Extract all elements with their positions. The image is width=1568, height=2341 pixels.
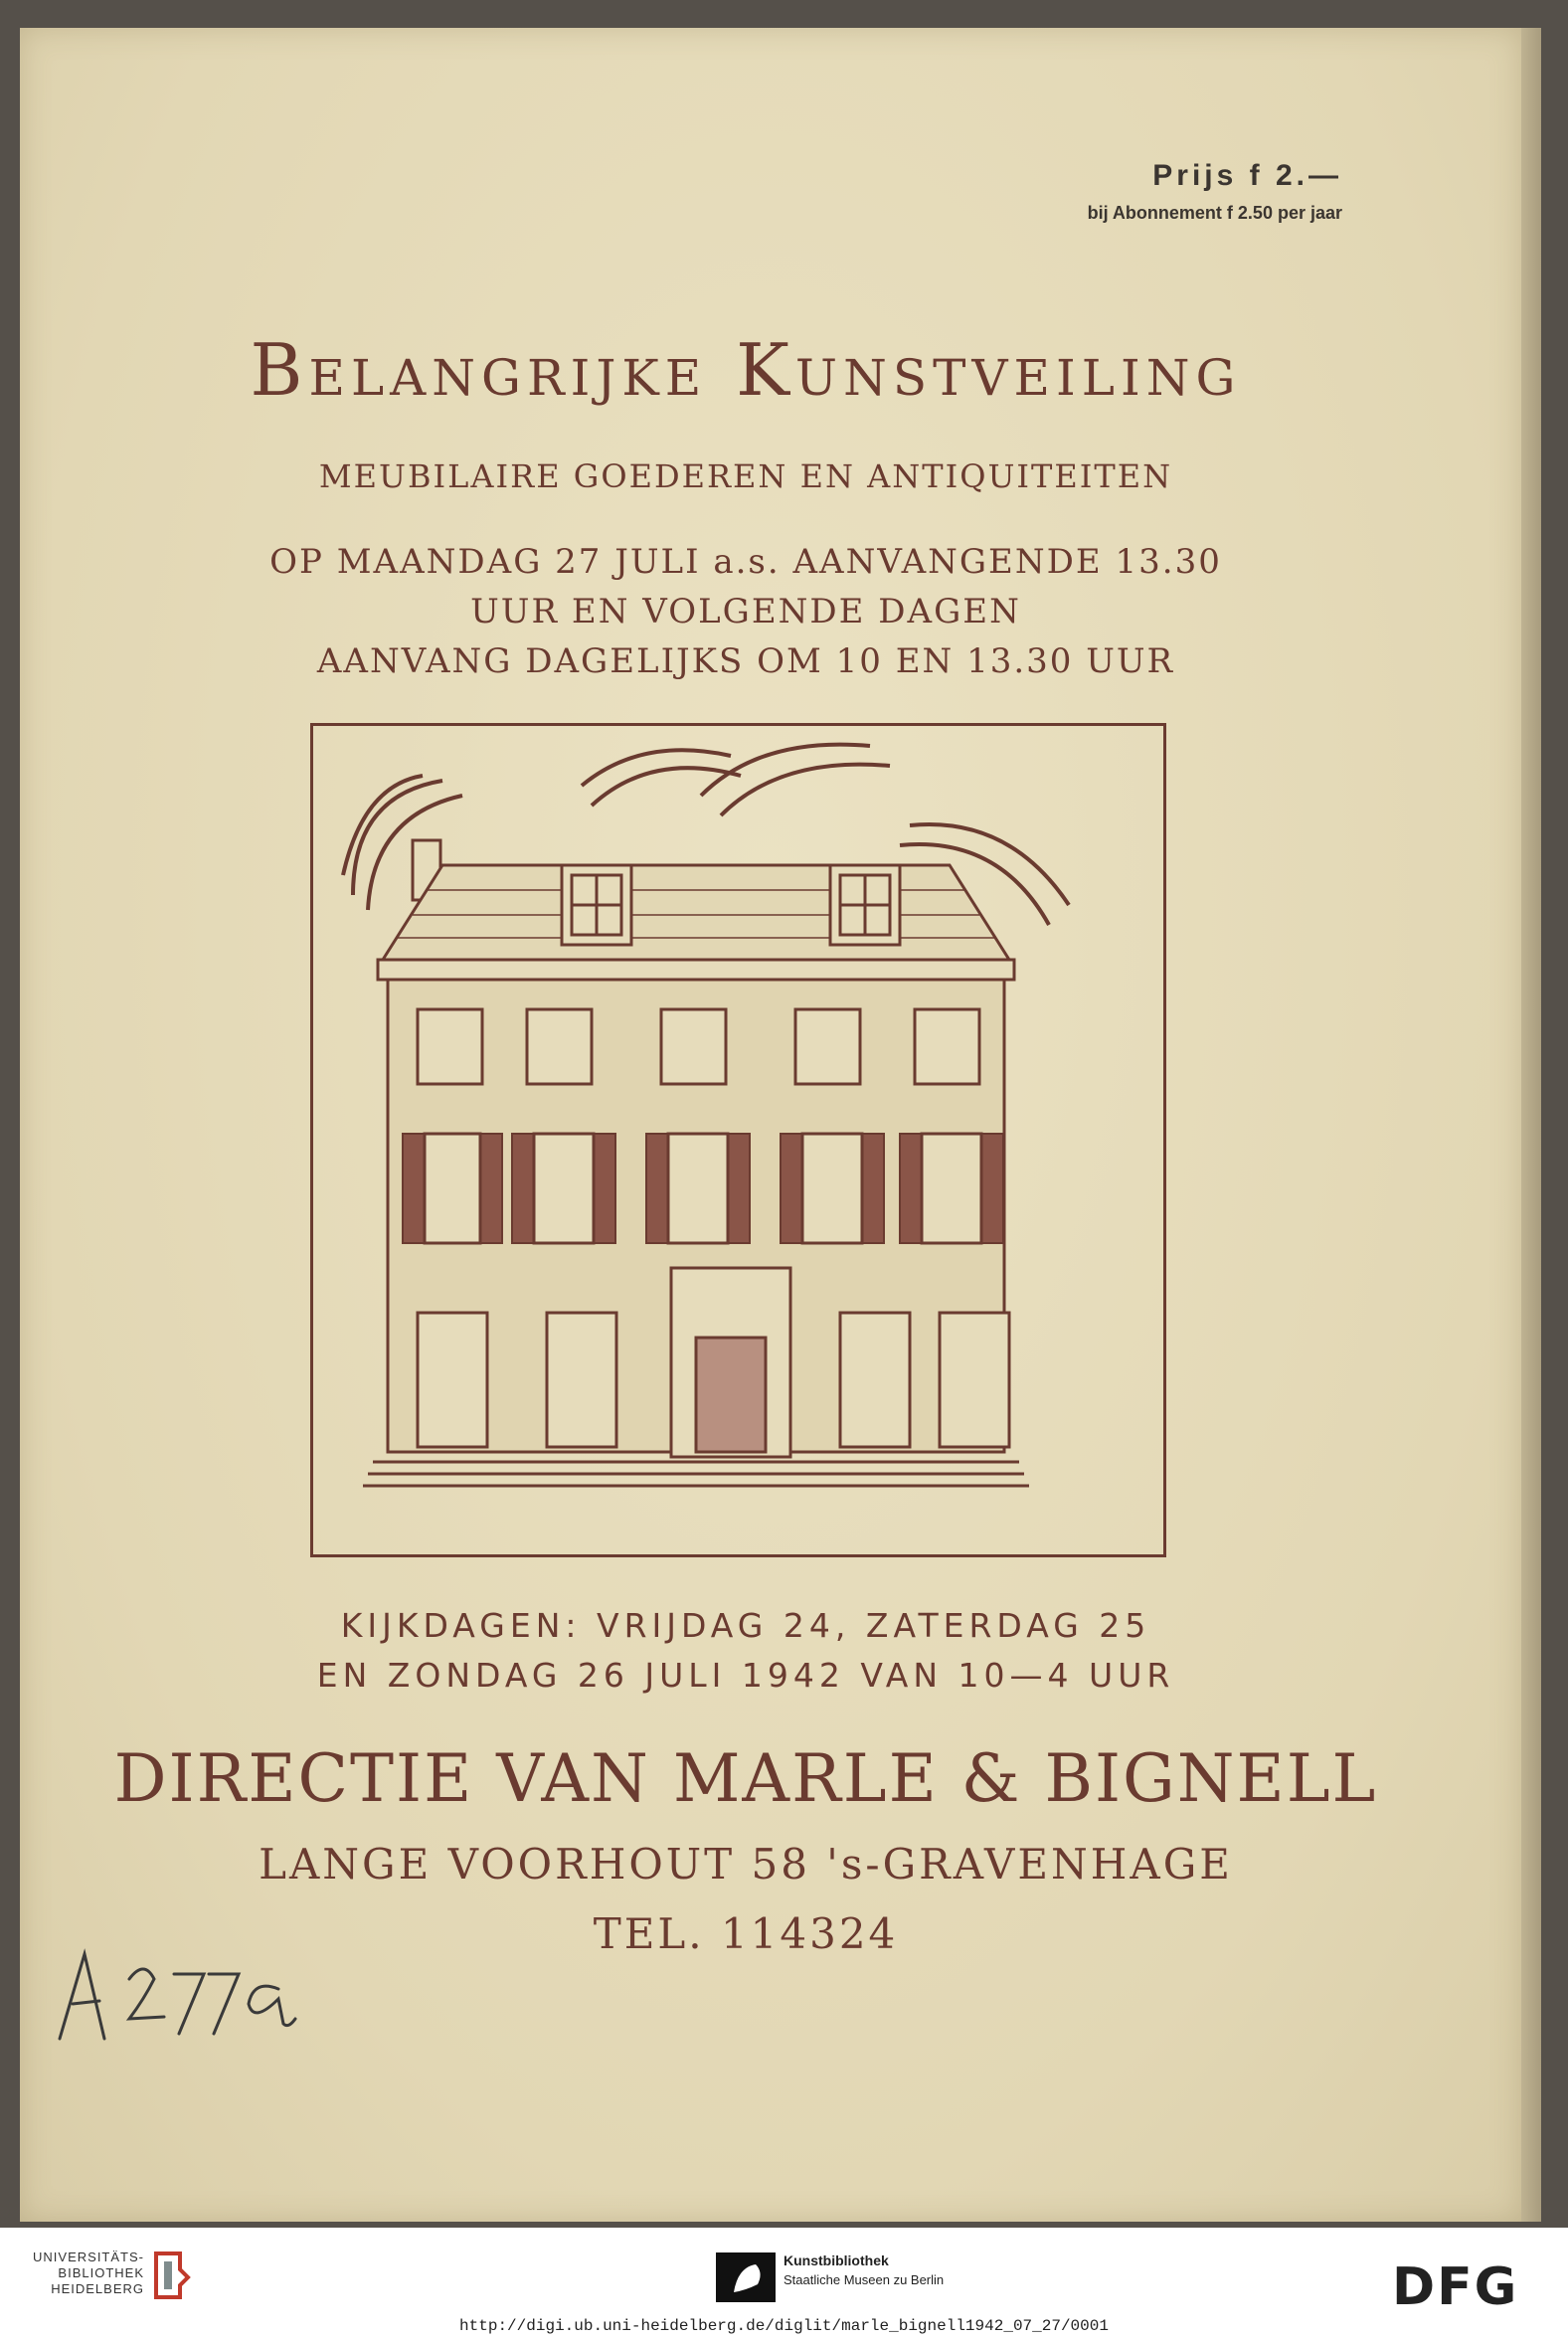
kunstbibliothek-logo — [716, 2252, 1014, 2302]
price-subscription: bij Abonnement f 2.50 per jaar — [1087, 203, 1342, 223]
viewing-line-1: KIJKDAGEN: VRIJDAG 24, ZATERDAG 25 — [340, 1606, 1151, 1645]
viewing-line-2: EN ZONDAG 26 JULI 1942 VAN 10—4 UUR — [316, 1656, 1175, 1695]
kb-name: Kunstbibliothek — [784, 2252, 889, 2268]
permalink[interactable]: http://digi.ub.uni-heidelberg.de/diglit/marle_bignell1942_07_27/0001 — [459, 2317, 1109, 2335]
house-drawing — [313, 726, 1163, 1554]
price-block — [1004, 159, 1342, 224]
price-main: Prijs f 2.— — [1152, 159, 1342, 192]
sale-line-1: OP MAANDAG 27 JULI a.s. AANVANGENDE 13.30 — [269, 542, 1222, 582]
page-title: Belangrijke Kunstveiling — [250, 328, 1242, 412]
viewing-days — [99, 1601, 1392, 1701]
handwriting-drawing — [45, 1939, 303, 2049]
sale-line-2: UUR EN VOLGENDE DAGEN — [470, 592, 1021, 631]
kb-subtitle: Staatliche Museen zu Berlin — [784, 2272, 945, 2287]
address: LANGE VOORHOUT 58 's-GRAVENHAGE — [259, 1840, 1233, 1889]
subtitle: MEUBILAIRE GOEDEREN EN ANTIQUITEITEN — [318, 457, 1173, 495]
sale-line-3: AANVANG DAGELIJKS OM 10 EN 13.30 UUR — [316, 641, 1175, 681]
ub-logo-line-3: HEIDELBERG — [51, 2281, 144, 2296]
ub-emblem-icon — [152, 2250, 192, 2301]
handwritten-shelfmark — [45, 1939, 303, 2049]
telephone: TEL. 114324 — [593, 1909, 899, 1958]
dfg-logo: DFG — [1392, 2257, 1519, 2317]
ub-logo-line-2: BIBLIOTHEK — [58, 2265, 144, 2280]
ub-logo-line-1: UNIVERSITÄTS- — [33, 2250, 144, 2264]
auctioneer-name: DIRECTIE VAN MARLE & BIGNELL — [113, 1740, 1378, 1817]
house-illustration — [310, 723, 1166, 1557]
smb-emblem-icon — [716, 2252, 776, 2302]
sale-schedule — [99, 537, 1392, 686]
